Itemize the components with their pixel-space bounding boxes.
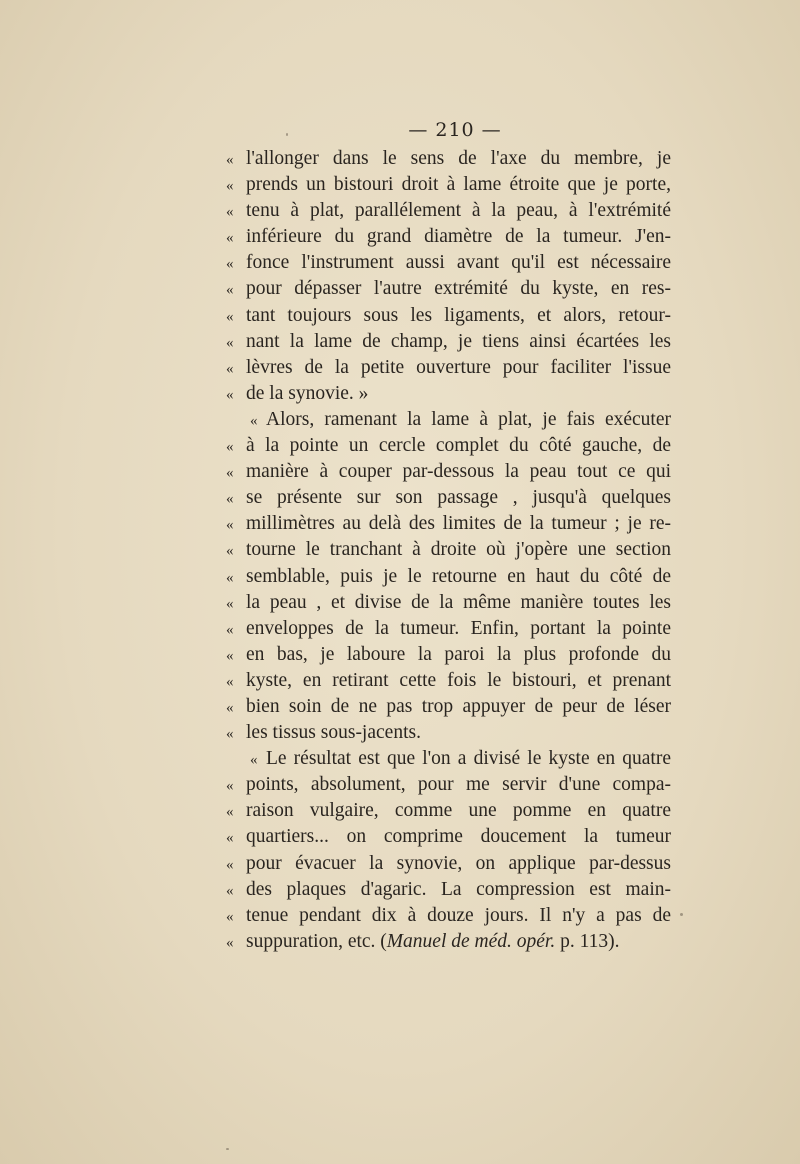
citation-title: Manuel de méd. opér. [386, 930, 556, 952]
text-line: « nant la lame de champ, je tiens ainsi écartées les [226, 329, 671, 355]
paper-speck [286, 133, 288, 136]
text-line: « prends un bistouri droit à lame étroite que je porte, [226, 172, 671, 198]
text-line: « à la pointe un cercle complet du côté gauche, de [226, 433, 671, 459]
text-line: « tenue pendant dix à douze jours. Il n'y a pas de [226, 903, 671, 929]
text-line: « fonce l'instrument aussi avant qu'il est nécessaire [226, 250, 671, 276]
text-line: « quartiers... on comprime doucement la tumeur [226, 824, 671, 850]
text-line: « pour évacuer la synovie, on applique par-dessus [226, 851, 671, 877]
paragraph-start-line: « Le résultat est que l'on a divisé le kyste en quatre [226, 746, 671, 772]
quote-mark: « [250, 412, 258, 429]
quote-mark: « [226, 308, 234, 325]
quote-mark: « [226, 543, 234, 560]
text-line: « tourne le tranchant à droite où j'opère une section [226, 537, 671, 563]
quote-mark: « [226, 178, 234, 195]
quote-mark: « [250, 752, 258, 769]
quote-mark: « [226, 856, 234, 873]
quote-mark: « [226, 465, 234, 482]
quote-mark: « [226, 934, 234, 951]
quote-mark: « [226, 778, 234, 795]
text-line: « bien soin de ne pas trop appuyer de peur de léser [226, 694, 671, 720]
quote-mark: « [226, 647, 234, 664]
quote-mark: « [226, 621, 234, 638]
text-line: « pour dépasser l'autre extrémité du kyste, en res- [226, 276, 671, 302]
text-line: « tenu à plat, parallélement à la peau, à l'extrémité [226, 198, 671, 224]
text-line: « lèvres de la petite ouverture pour faciliter l'issue [226, 355, 671, 381]
paper-speck [226, 1148, 229, 1150]
text-line: « enveloppes de la tumeur. Enfin, portant la pointe [226, 616, 671, 642]
text-line: « inférieure du grand diamètre de la tumeur. J'en- [226, 224, 671, 250]
body-text [226, 146, 671, 955]
text-line: « des plaques d'agaric. La compression est main- [226, 877, 671, 903]
quote-mark: « [226, 386, 234, 403]
quote-mark: « [226, 282, 234, 299]
text-line: « tant toujours sous les ligaments, et alors, retour- [226, 303, 671, 329]
text-line: « millimètres au delà des limites de la tumeur ; je re- [226, 511, 671, 537]
quote-mark: « [226, 804, 234, 821]
quote-mark: « [226, 439, 234, 456]
quote-mark: « [226, 882, 234, 899]
citation-page: p. 113). [555, 930, 620, 952]
text-line: « kyste, en retirant cette fois le bistouri, et prenant [226, 668, 671, 694]
quote-mark: « [226, 204, 234, 221]
quote-mark: « [226, 595, 234, 612]
text-line: « la peau , et divise de la même manière toutes les [226, 590, 671, 616]
quote-mark: « [226, 517, 234, 534]
text-line: « manière à couper par-dessous la peau tout ce qui [226, 459, 671, 485]
quote-mark: « [226, 908, 234, 925]
text-line: « raison vulgaire, comme une pomme en quatre [226, 798, 671, 824]
quote-mark: « [226, 830, 234, 847]
quote-mark: « [226, 569, 234, 586]
quote-mark: « [226, 673, 234, 690]
paragraph-start-line: « Alors, ramenant la lame à plat, je fais exécuter [226, 407, 671, 433]
text-line: « de la synovie. » [226, 381, 671, 407]
quote-mark: « [226, 230, 234, 247]
text-line [226, 929, 671, 955]
quote-mark: « [226, 491, 234, 508]
text-line: « les tissus sous-jacents. [226, 720, 671, 746]
text-line: « se présente sur son passage , jusqu'à quelques [226, 485, 671, 511]
quote-mark: « [226, 256, 234, 273]
paper-speck [680, 913, 683, 916]
quote-mark: « [226, 334, 234, 351]
quote-mark: « [226, 360, 234, 377]
text-line: « en bas, je laboure la paroi la plus profonde du [226, 642, 671, 668]
text-line: « points, absolument, pour me servir d'une compa- [226, 772, 671, 798]
text-before-citation: suppuration, etc. ( [246, 930, 387, 952]
text-line: « semblable, puis je le retourne en haut du côté de [226, 564, 671, 590]
page-number: — 210 — [408, 119, 502, 141]
quote-mark: « [226, 699, 234, 716]
text-line: « l'allonger dans le sens de l'axe du membre, je [226, 146, 671, 172]
quote-mark: « [226, 152, 234, 168]
quote-mark: « [226, 726, 234, 743]
